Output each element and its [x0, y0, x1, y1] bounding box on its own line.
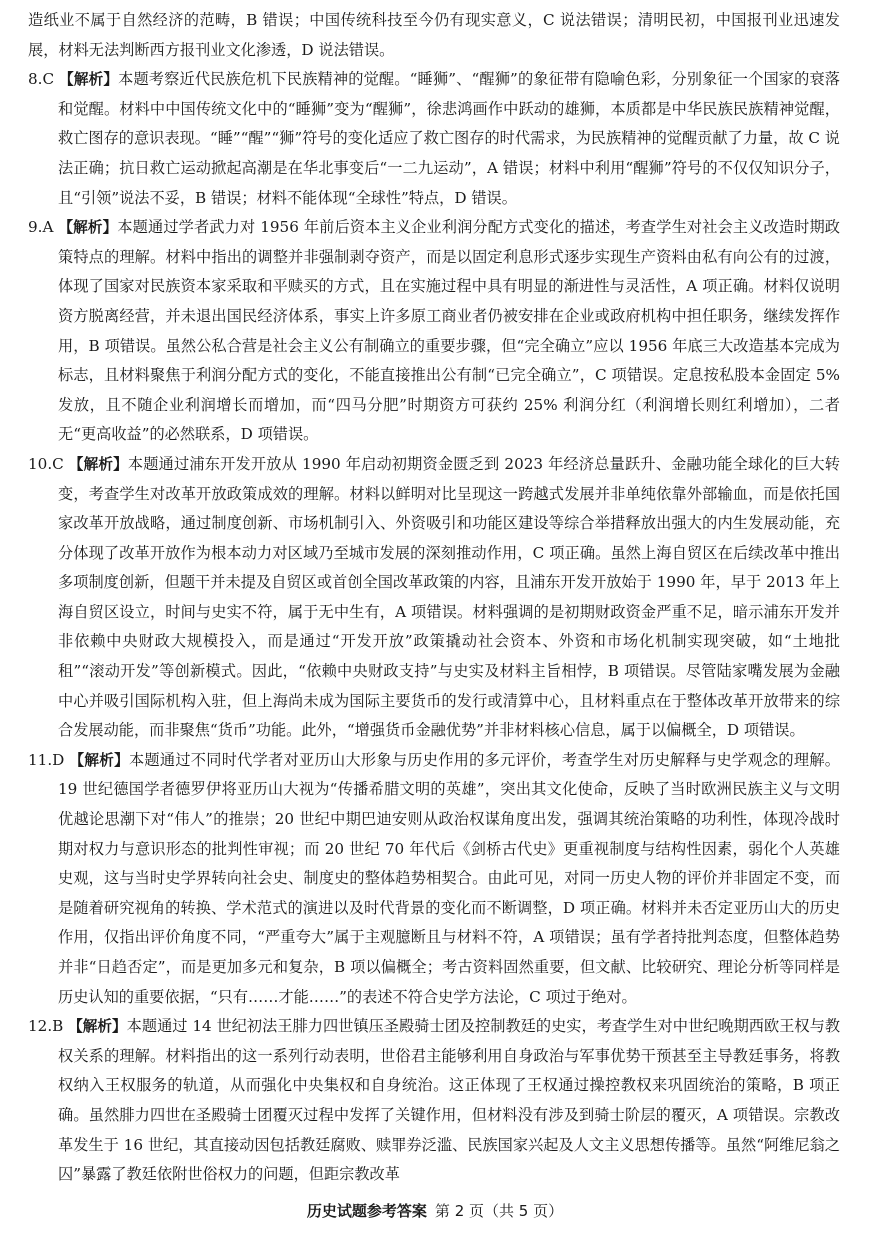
item-answer: A [42, 218, 54, 237]
item-number: 9. [28, 218, 43, 237]
analysis-tag: 【解析】 [59, 71, 119, 89]
item-number: 12. [28, 1017, 53, 1036]
item-answer: C [42, 70, 55, 89]
answer-content [28, 6, 840, 1190]
item-number: 8. [28, 70, 43, 89]
item-text: 本题通过不同时代学者对亚历山大形象与历史作用的多元评价，考查学生对历史解释与史学观念的理解。19 世纪德国学者德罗伊将亚历山大视为“传播希腊文明的英雄”，突出其文化使命，反映了当时欧洲民族主义与文明优越论思潮下对“伟人”的推崇；20 世纪中期巴迪安则从政治权谋角度出发，强调其统治策略的功利性，体现冷战时期对权力与意识形态的批判性审视；而 20 世纪 70 年代后《剑桥古代史》更重视制度与结构性因素，弱化个人英雄史观，这与当时史学界转向社会史、制度史的整体趋势相契合。由此可见，对同一历史人物的评价并非固定不变，而是随着研究视角的转换、学术范式的演进以及时代背景的变化而不断调整，D 项正确。材料并未否定亚历山大的历史作用，仅指出评价角度不同，“严重夸大”属于主观臆断且与材料不符，A 项错误；虽有学者持批判态度，但整体趋势并非“日趋否定”，而是更加多元和复杂，B 项以偏概全；考古资料固然重要，但文献、比较研究、理论分析等同样是历史认知的重要依据，“只有……才能……”的表述不符合史学方法论，C 项过于绝对。 [58, 750, 840, 1006]
item-text: 本题通过 14 世纪初法王腓力四世镇压圣殿骑士团及控制教廷的史实，考查学生对中世纪晚期西欧王权与教权关系的理解。材料指出的这一系列行动表明，世俗君主能够利用自身政治与军事优势干预甚至主导教廷事务，将教权纳入王权服务的轨道，从而强化中央集权和自身统治。这正体现了王权通过操控教权来巩固统治的策略，B 项正确。虽然腓力四世在圣殿骑士团覆灭过程中发挥了关键作用，但材料没有涉及到骑士阶层的覆灭，A 项错误。宗教改革发生于 16 世纪，其直接动因包括教廷腐败、赎罪券泛滥、民族国家兴起及人文主义思想传播等。虽然“阿维尼翁之囚”暴露了教廷依附世俗权力的问题，但距宗教改革 [58, 1017, 841, 1184]
answer-item-8 [28, 65, 840, 213]
item-text: 本题通过浦东开发开放从 1990 年启动初期资金匮乏到 2023 年经济总量跃升、金融功能全球化的巨大转变，考查学生对改革开放政策成效的理解。材料以鲜明对比呈现这一跨越式发展并非单纯依靠外部输血，而是依托国家改革开放战略，通过制度创新、市场机制引入、外资吸引和功能区建设等综合举措释放出强大的内生发展动能，充分体现了改革开放作为根本动力对区域乃至城市发展的深刻推动作用，C 项正确。虽然上海自贸区在后续改革中推出多项制度创新，但题干并未提及自贸区或首创全国改革政策的内容，且浦东开发开放始于 1990 年，早于 2013 年上海自贸区设立，时间与史实不符，属于无中生有，A 项错误。材料强调的是初期财政资金严重不足，暗示浦东开发并非依赖中央财政大规模投入，而是通过“开发开放”政策撬动社会资本、外资和市场化机制实现突破，如“土地批租”“滚动开发”等创新模式。因此，“依赖中央财政支持”与史实及材料主旨相悖，B 项错误。尽管陆家嘴发展为金融中心并吸引国际机构入驻，但上海尚未成为国际主要货币的发行或清算中心，且材料重点在于整体改革开放带来的综合发展动能，而非聚焦“货币”功能。此外，“增强货币金融优势”并非材料核心信息，属于以偏概全，D 项错误。 [58, 454, 840, 740]
page-number: 第 2 页（共 5 页） [434, 1202, 564, 1220]
answer-item-11 [28, 746, 840, 1012]
item-answer: D [52, 750, 65, 769]
item-number: 11. [28, 750, 53, 769]
item-answer: C [52, 454, 64, 473]
item-text: 本题通过学者武力对 1956 年前后资本主义企业利润分配方式变化的描述，考查学生对社会主义改造时期政策特点的理解。材料中指出的调整并非强制剥夺资产，而是以固定利息形式逐步实现生产资料由私有向公有的过渡，体现了国家对民族资本家采取和平赎买的方式，且在实施过程中具有明显的渐进性与灵活性，A 项正确。材料仅说明资方脱离经营，并未退出国民经济体系，事实上许多原工商业者仍被安排在企业或政府机构中担任职务，继续发挥作用，B 项错误。虽然公私合营是社会主义公有制确立的重要步骤，但“完全确立”应以 1956 年底三大改造基本完成为标志，且材料聚焦于利润分配方式的变化，不能直接推出公有制“已完全确立”，C 项错误。定息按私股本金固定 5% 发放，且不随企业利润增长而增加，而“四马分肥”时期资方可获约 25% 利润分红（利润增长则红利增加），二者无“更高收益”的必然联系，D 项错误。 [58, 218, 840, 444]
answer-item-10 [28, 450, 840, 746]
analysis-tag: 【解析】 [58, 219, 118, 237]
page-footer [0, 1200, 870, 1221]
analysis-tag: 【解析】 [69, 751, 129, 769]
item-answer: B [52, 1017, 64, 1036]
answer-item-12 [28, 1012, 840, 1190]
analysis-tag: 【解析】 [68, 455, 128, 473]
answer-item-9 [28, 213, 840, 450]
continued-paragraph: 造纸业不属于自然经济的范畴，B 错误；中国传统科技至今仍有现实意义，C 说法错误；清明民初，中国报刊业迅速发展，材料无法判断西方报刊业文化渗透，D 说法错误。 [28, 11, 840, 59]
footer-title: 历史试题参考答案 [306, 1202, 427, 1220]
analysis-tag: 【解析】 [68, 1018, 127, 1036]
item-text: 本题考察近代民族危机下民族精神的觉醒。“睡狮”、“醒狮”的象征带有隐喻色彩，分别象征一个国家的衰落和觉醒。材料中中国传统文化中的“睡狮”变为“醒狮”，徐悲鸿画作中跃动的雄狮，本质都是中华民族民族精神觉醒，救亡图存的意识表现。“睡”“醒”“狮”符号的变化适应了救亡图存的时代需求，为民族精神的觉醒贡献了力量，故 C 说法正确；抗日救亡运动掀起高潮是在华北事变后“一二九运动”，A 错误；材料中利用“醒狮”符号的不仅仅知识分子，且“引领”说法不妥，B 错误；材料不能体现“全球性”特点，D 错误。 [58, 70, 840, 207]
item-number: 10. [28, 454, 53, 473]
